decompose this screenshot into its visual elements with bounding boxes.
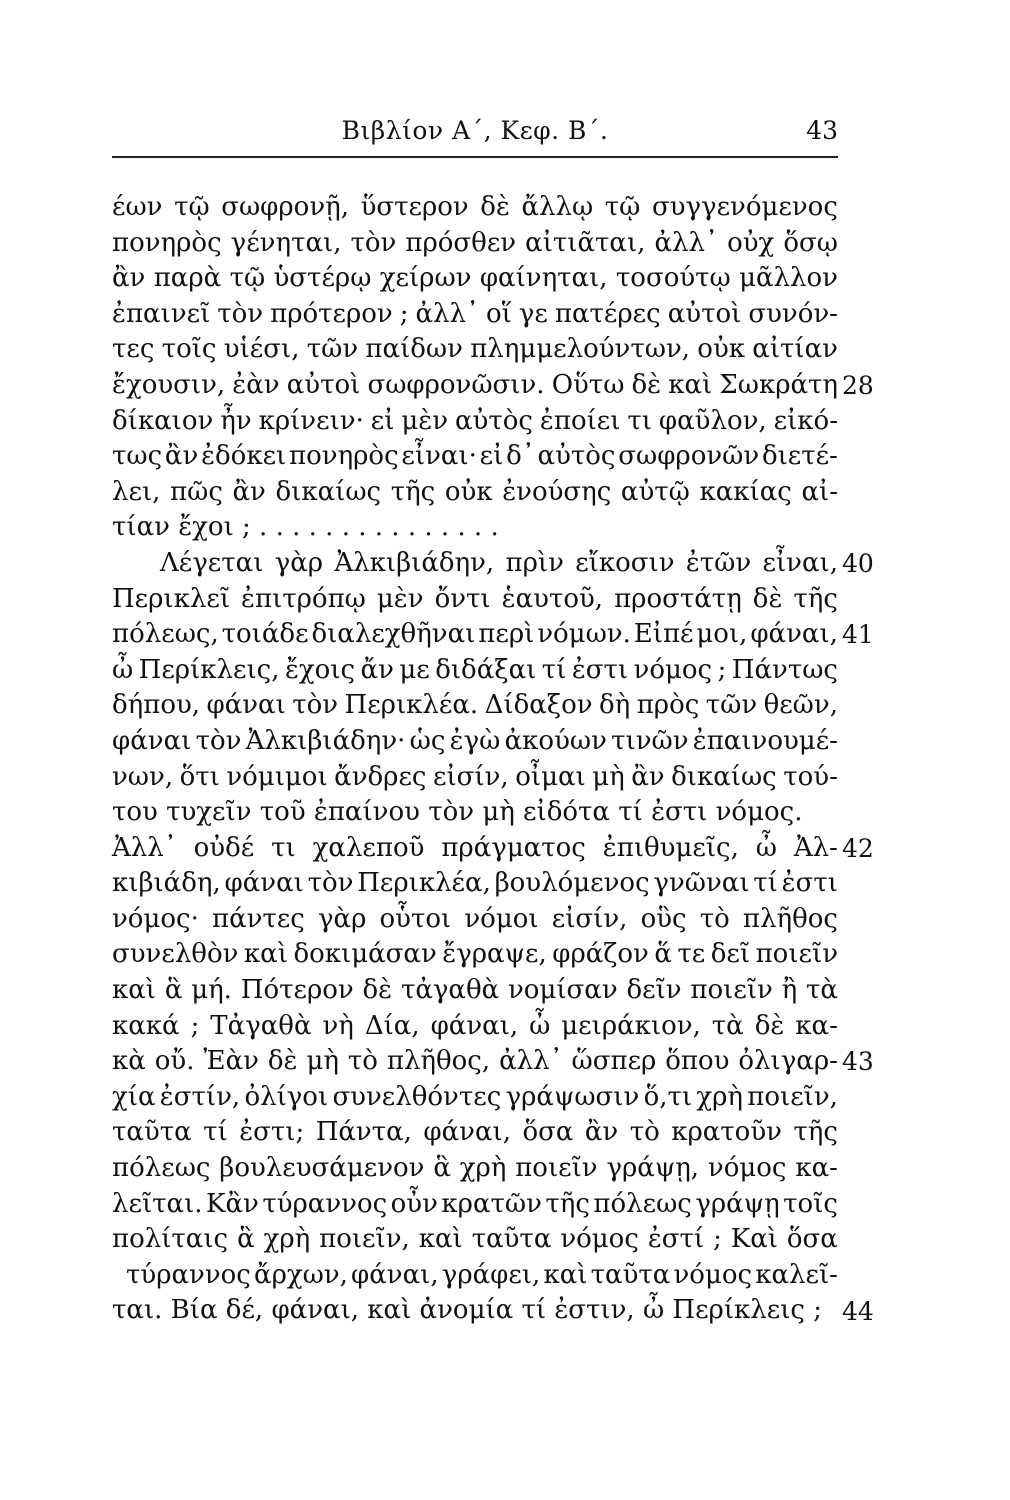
text-line: λεῖται. Κἂν τύραννος οὖν κρατῶν τῆς πόλεως γράψῃ τοῖς bbox=[112, 1188, 838, 1219]
marginal-number: 41 bbox=[842, 620, 874, 650]
text-line: Ἀλλ᾽ οὐδέ τι χαλεποῦ πράγματος ἐπιθυμεῖς, ὦ Ἀλ- bbox=[112, 832, 838, 863]
text-line: ἂν παρὰ τῷ ὑστέρῳ χείρων φαίνηται, τοσούτῳ μᾶλλον bbox=[112, 263, 838, 294]
text-line-content: του τυχεῖν τοῦ ἐπαίνου τὸν μὴ εἰδότα τί ἐστι νόμος. bbox=[112, 797, 803, 828]
text-line: χία ἐστίν, ὀλίγοι συνελθόντες γράψωσιν ὅ,τι χρὴ ποιεῖν, bbox=[112, 1081, 838, 1112]
text-line: τως ἂν ἐδόκει πονηρὸς εἶναι· εἰ δ᾽ αὐτὸς σωφρονῶν διετέ- bbox=[112, 441, 838, 472]
text-line: πολίταις ἃ χρὴ ποιεῖν, καὶ ταῦτα νόμος ἐστί ; Καὶ ὅσα bbox=[112, 1224, 838, 1255]
text-line: πόλεως, τοιάδε διαλεχθῆναι περὶ νόμων. Εἰπέ μοι, φάναι, bbox=[112, 619, 838, 650]
text-line bbox=[112, 1293, 838, 1329]
text-line: έων τῷ σωφρονῇ, ὕστερον δὲ ἄλλῳ τῷ συγγενόμενος bbox=[112, 192, 838, 222]
marginal-number: 42 bbox=[842, 833, 874, 863]
text-line: τες τοῖς υἱέσι, τῶν παίδων πλημμελούντων, οὐκ αἰτίαν bbox=[112, 334, 838, 365]
running-header bbox=[112, 108, 838, 152]
text-line bbox=[112, 510, 838, 546]
text-line: πονηρὸς γένηται, τὸν πρόσθεν αἰτιᾶται, ἀλλ᾽ οὐχ ὅσῳ bbox=[112, 227, 838, 258]
text-line: Λέγεται γὰρ Ἀλκιβιάδην, πρὶν εἴκοσιν ἐτῶν εἶναι, bbox=[160, 547, 838, 578]
text-line: δίκαιον ἦν κρίνειν· εἰ μὲν αὐτὸς ἐποίει τι φαῦλον, εἰκό- bbox=[112, 405, 838, 436]
text-line: νων, ὅτι νόμιμοι ἄνδρες εἰσίν, οἶμαι μὴ ἂν δικαίως τού- bbox=[112, 761, 838, 792]
text-line: συνελθὸν καὶ δοκιμάσαν ἔγραψε, φράζον ἅ τε δεῖ ποιεῖν bbox=[112, 939, 838, 970]
text-line-content: ται. Βία δέ, φάναι, καὶ ἀνομία τί ἐστιν, ὦ Περίκλεις ; bbox=[112, 1295, 823, 1326]
text-line: καὶ ἃ μή. Πότερον δὲ τἀγαθὰ νομίσαν δεῖν ποιεῖν ἢ τὰ bbox=[112, 975, 838, 1006]
text-line: πόλεως βουλευσάμενον ἃ χρὴ ποιεῖν γράψῃ, νόμος κα- bbox=[112, 1153, 838, 1184]
marginal-number: 43 bbox=[842, 1047, 874, 1077]
text-line-content: τίαν ἔχοι ; . . . . . . . . . . . . . . . bbox=[112, 512, 499, 543]
marginal-number: 44 bbox=[842, 1296, 874, 1326]
text-line: κὰ οὔ. Ἐὰν δὲ μὴ τὸ πλῆθος, ἀλλ᾽ ὥσπερ ὅπου ὀλιγαρ- bbox=[112, 1046, 838, 1077]
text-line: φάναι τὸν Ἀλκιβιάδην· ὡς ἐγὼ ἀκούων τινῶν ἐπαινουμέ- bbox=[112, 725, 838, 756]
text-body bbox=[112, 190, 838, 1329]
text-line: λει, πῶς ἂν δικαίως τῆς οὐκ ἐνούσης αὐτῷ κακίας αἰ- bbox=[112, 476, 838, 507]
text-line: κιβιάδη, φάναι τὸν Περικλέα, βουλόμενος γνῶναι τί ἐστι bbox=[112, 868, 838, 899]
marginal-number: 28 bbox=[842, 371, 874, 400]
text-line: νόμος· πάντες γὰρ οὗτοι νόμοι εἰσίν, οὓς τὸ πλῆθος bbox=[112, 903, 838, 934]
text-line: ὦ Περίκλεις, ἔχοις ἄν με διδάξαι τί ἐστι νόμος ; Πάντως bbox=[112, 654, 838, 685]
text-line: Περικλεῖ ἐπιτρόπῳ μὲν ὄντι ἑαυτοῦ, προστάτῃ δὲ τῆς bbox=[112, 583, 838, 614]
marginal-number: 40 bbox=[842, 549, 874, 578]
text-line: ἐπαινεῖ τὸν πρότερον ; ἀλλ᾽ οἵ γε πατέρες αὐτοὶ συνόν- bbox=[112, 298, 838, 329]
text-line: ἔχουσιν, ἐὰν αὐτοὶ σωφρονῶσιν. Οὕτω δὲ καὶ Σωκράτη bbox=[112, 369, 838, 400]
header-rule bbox=[112, 156, 838, 158]
text-line: ταῦτα τί ἐστι; Πάντα, φάναι, ὅσα ἂν τὸ κρατοῦν τῆς bbox=[112, 1117, 838, 1148]
running-title: Βιβλίον Α΄, Κεφ. Β΄. bbox=[341, 116, 609, 145]
text-line: δήπου, φάναι τὸν Περικλέα. Δίδαξον δὴ πρὸς τῶν θεῶν, bbox=[112, 690, 838, 721]
text-line: τύραννος ἄρχων, φάναι, γράφει, καὶ ταῦτα νόμος καλεῖ- bbox=[126, 1259, 838, 1290]
text-line: κακά ; Τἀγαθὰ νὴ Δία, φάναι, ὦ μειράκιον, τὰ δὲ κα- bbox=[112, 1010, 838, 1041]
text-line bbox=[112, 795, 838, 831]
page-number: 43 bbox=[806, 116, 838, 145]
